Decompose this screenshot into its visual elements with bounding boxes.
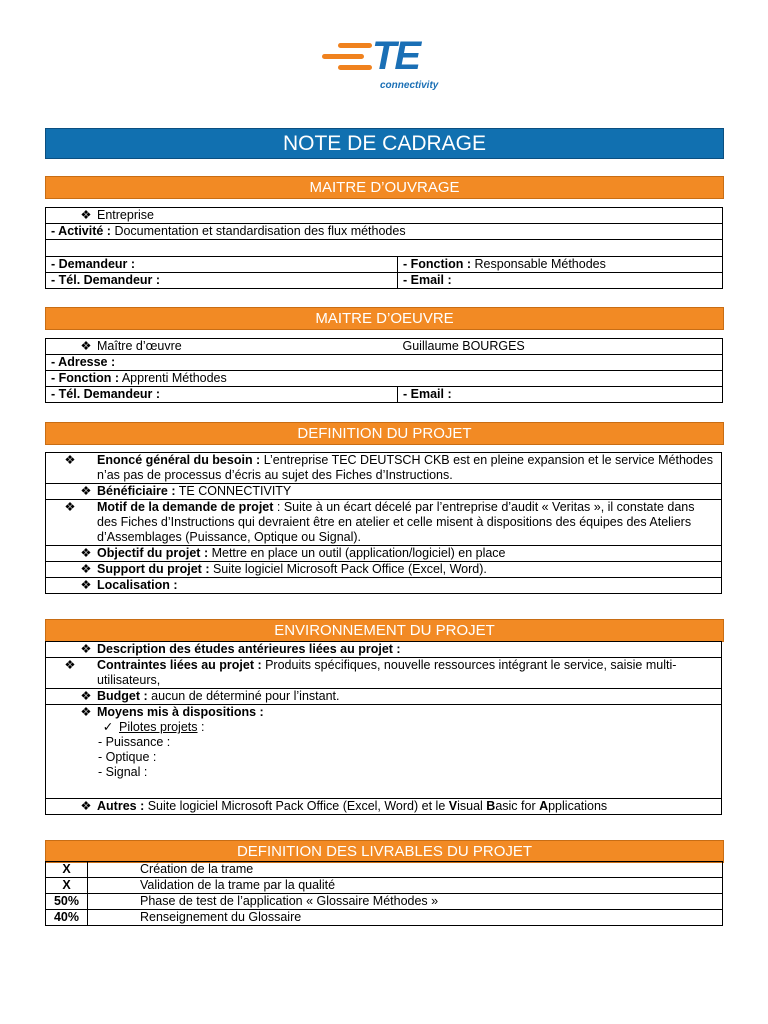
diamond-bullet-icon: ❖ [80, 642, 92, 656]
table-row [46, 387, 723, 403]
beneficiaire-value: TE CONNECTIVITY [175, 484, 292, 498]
table-row [46, 339, 723, 355]
autres-a: A [539, 799, 549, 813]
diamond-bullet-icon: ❖ [64, 500, 76, 514]
diamond-bullet-icon: ❖ [64, 453, 76, 467]
diamond-bullet-icon: ❖ [80, 799, 92, 813]
maitre-oeuvre-table [45, 338, 723, 403]
email-label: - Email : [403, 387, 452, 401]
maitre-ouvrage-table [45, 207, 723, 289]
table-row [46, 208, 723, 224]
table-row [46, 642, 722, 658]
livrable-status: 40% [46, 910, 88, 926]
table-row [46, 257, 723, 273]
maitre-oeuvre-label: Maître d’œuvre [97, 339, 182, 353]
enonce-label: Enoncé général du besoin : [97, 453, 261, 467]
diamond-bullet-icon: ❖ [80, 208, 92, 222]
localisation-label: Localisation : [97, 578, 178, 592]
entreprise-label: Entreprise [97, 208, 154, 222]
budget-label: Budget : [97, 689, 148, 703]
autres-pplications: pplications [548, 799, 608, 813]
table-row [46, 910, 723, 926]
diamond-bullet-icon: ❖ [80, 689, 92, 703]
logo-subtitle: connectivity [380, 80, 439, 91]
table-row [46, 240, 723, 257]
section-header-maitre-oeuvre: MAITRE D’OEUVRE [45, 307, 724, 330]
livrable-label: Renseignement du Glossaire [88, 910, 723, 926]
table-row [46, 273, 723, 289]
livrable-status: X [46, 862, 88, 878]
diamond-bullet-icon: ❖ [80, 484, 92, 498]
livrable-status: X [46, 878, 88, 894]
beneficiaire-label: Bénéficiaire : [97, 484, 176, 498]
motif-value: : Suite à un écart décelé par l’entreprise d’audit « Veritas », il constate dans des Fiches d’Instructions qui devraient être en atelier et celle misent à dispositions des équipes des Ateliers d’Assemblages (Puissance, Optique ou Signal). [97, 500, 695, 544]
table-row [46, 224, 723, 240]
livrables-table [45, 861, 723, 926]
section-header-definition: DEFINITION DU PROJET [45, 422, 724, 445]
diamond-bullet-icon: ❖ [80, 339, 92, 353]
table-row [46, 371, 723, 387]
livrable-status: 50% [46, 894, 88, 910]
optique-label: - Optique : [98, 750, 157, 764]
table-row [46, 799, 722, 815]
pilotes-label: Pilotes projets [119, 720, 198, 734]
budget-value: aucun de déterminé pour l’instant. [147, 689, 340, 703]
environnement-table [45, 641, 722, 815]
demandeur-label: - Demandeur : [51, 257, 136, 271]
fonction-label: - Fonction : [51, 371, 120, 385]
autres-b: B [486, 799, 496, 813]
table-row [46, 562, 722, 578]
livrable-label: Création de la trame [88, 862, 723, 878]
contraintes-label: Contraintes liées au projet : [97, 658, 262, 672]
document-title: NOTE DE CADRAGE [45, 128, 724, 159]
moyens-label: Moyens mis à dispositions : [97, 705, 264, 719]
diamond-bullet-icon: ❖ [80, 578, 92, 592]
table-row [46, 878, 723, 894]
livrable-label: Validation de la trame par la qualité [88, 878, 723, 894]
tel-label: - Tél. Demandeur : [51, 387, 161, 401]
diamond-bullet-icon: ❖ [64, 658, 76, 672]
motif-label: Motif de la demande de projet [97, 500, 274, 514]
pilotes-suffix: : [197, 720, 205, 734]
table-row [46, 355, 723, 371]
definition-table [45, 452, 722, 594]
section-header-maitre-ouvrage: MAITRE D’OUVRAGE [45, 176, 724, 199]
te-connectivity-logo [314, 34, 454, 96]
check-icon: ✓ [102, 720, 114, 734]
section-header-environnement: ENVIRONNEMENT DU PROJET [45, 619, 724, 642]
table-row [46, 689, 722, 705]
table-row [46, 453, 722, 484]
autres-asic: asic for [495, 799, 540, 813]
support-label: Support du projet : [97, 562, 210, 576]
section-header-livrables: DEFINITION DES LIVRABLES DU PROJET [45, 840, 724, 863]
contraintes-value: Produits spécifiques, nouvelle ressources intégrant le service, saisie multi-utilisateurs, [97, 658, 677, 687]
fonction-value: Apprenti Méthodes [119, 371, 227, 385]
diamond-bullet-icon: ❖ [80, 705, 92, 719]
autres-isual: isual [457, 799, 487, 813]
autres-v: V [448, 799, 458, 813]
objectif-label: Objectif du projet : [97, 546, 209, 560]
objectif-value: Mettre en place un outil (application/logiciel) en place [208, 546, 506, 560]
support-value: Suite logiciel Microsoft Pack Office (Excel, Word). [209, 562, 487, 576]
table-row [46, 500, 722, 546]
table-row [46, 546, 722, 562]
diamond-bullet-icon: ❖ [80, 546, 92, 560]
fonction-value: Responsable Méthodes [471, 257, 606, 271]
livrable-label: Phase de test de l’application « Glossaire Méthodes » [88, 894, 723, 910]
maitre-oeuvre-value: Guillaume BOURGES [402, 339, 525, 353]
email-label: - Email : [403, 273, 452, 287]
diamond-bullet-icon: ❖ [80, 562, 92, 576]
autres-label: Autres : [97, 799, 145, 813]
activite-value: Documentation et standardisation des flux méthodes [110, 224, 406, 238]
tel-label: - Tél. Demandeur : [51, 273, 161, 287]
enonce-value: L’entreprise TEC DEUTSCH CKB est en pleine expansion et le service Méthodes n’as pas de processus d’écris au sujet des Fiches d’Instructions. [97, 453, 713, 482]
autres-value: Suite logiciel Microsoft Pack Office (Excel, Word) et le [144, 799, 449, 813]
adresse-label: - Adresse : [51, 355, 116, 369]
table-row [46, 578, 722, 594]
signal-label: - Signal : [98, 765, 148, 779]
table-row [46, 705, 722, 799]
puissance-label: - Puissance : [98, 735, 171, 749]
activite-label: - Activité : [51, 224, 111, 238]
logo-mark: TE [372, 34, 420, 78]
table-row [46, 862, 723, 878]
table-row [46, 658, 722, 689]
description-label: Description des études antérieures liées au projet : [97, 642, 401, 656]
table-row [46, 894, 723, 910]
table-row [46, 484, 722, 500]
fonction-label: - Fonction : [403, 257, 472, 271]
